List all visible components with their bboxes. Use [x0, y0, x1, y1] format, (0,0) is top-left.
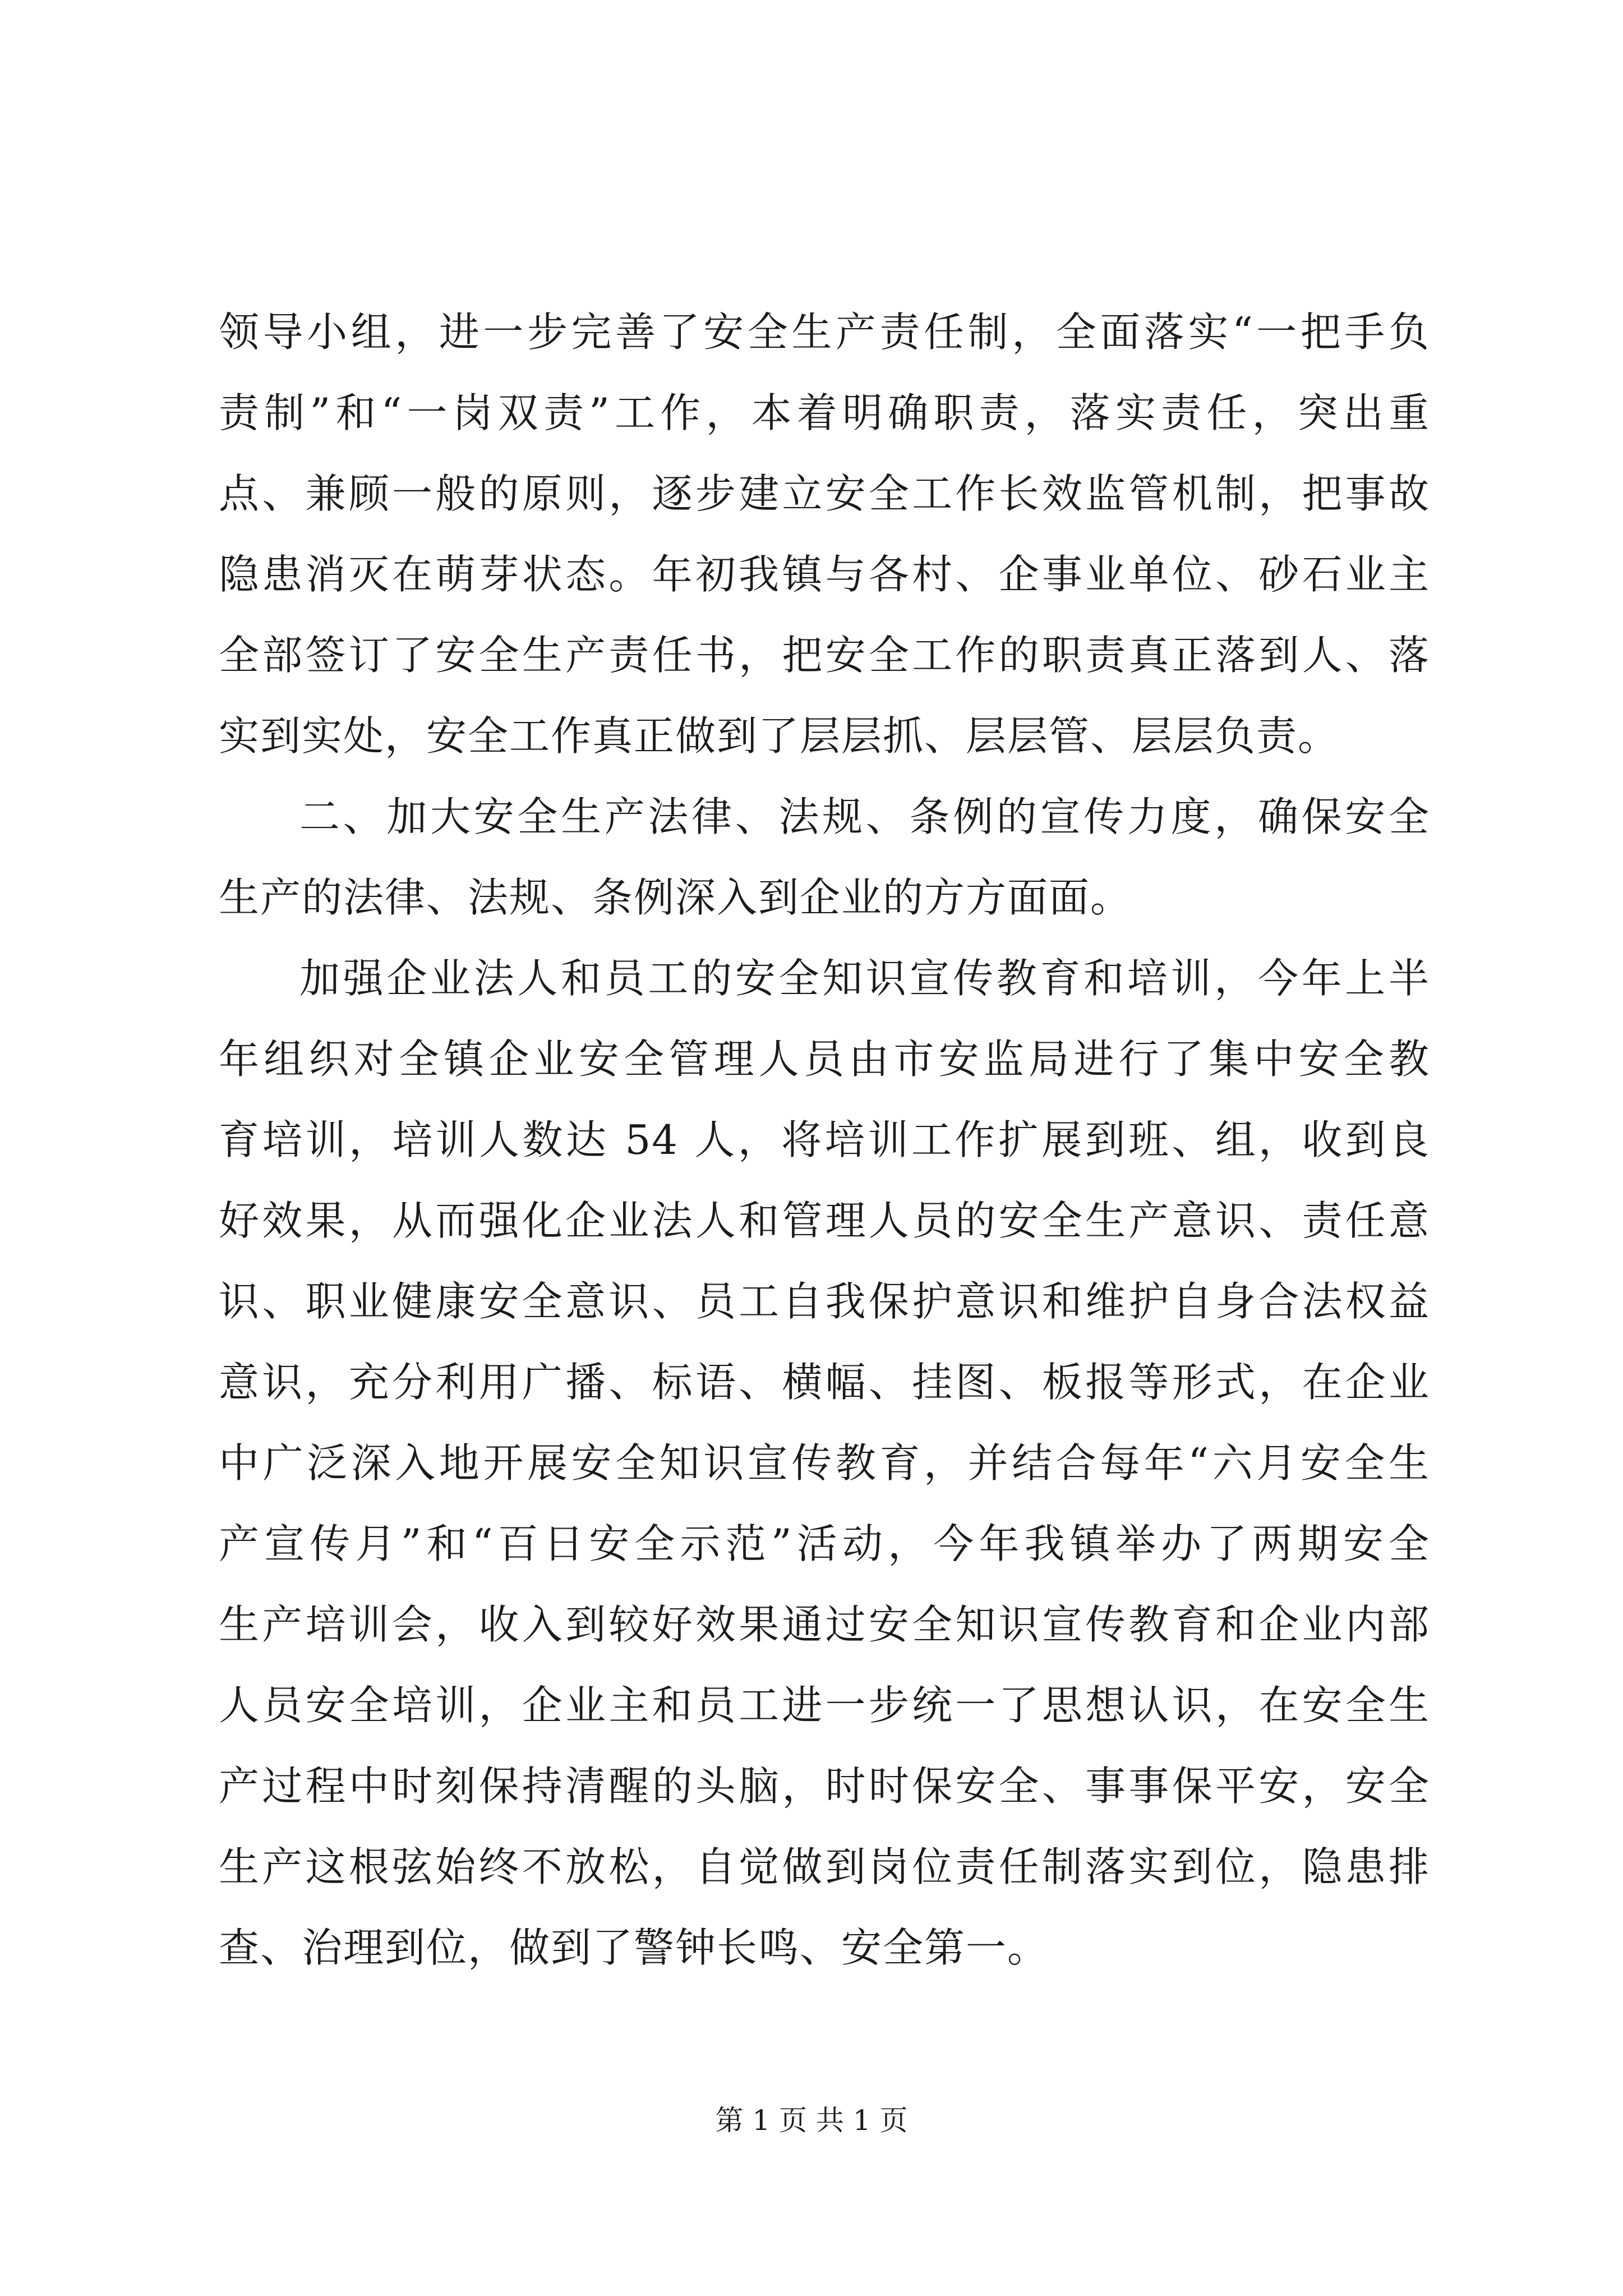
text-line: 领导小组，进一步完善了安全生产责任制，全面落实“一把手负 [219, 309, 1430, 356]
text-line: 育培训，培训人数达 54 人，将培训工作扩展到班、组，收到良 [219, 1116, 1430, 1163]
document-body [219, 292, 1430, 1988]
text-line: 责制”和“一岗双责”工作，本着明确职责，落实责任，突出重 [219, 389, 1430, 436]
page-footer: 第 1 页 共 1 页 [715, 2104, 908, 2137]
text-line: 年组织对全镇企业安全管理人员由市安监局进行了集中安全教 [219, 1036, 1430, 1083]
text-line: 好效果，从而强化企业法人和管理人员的安全生产意识、责任意 [219, 1197, 1430, 1244]
section-heading-line: 二、加大安全生产法律、法规、条例的宣传力度，确保安全 [299, 793, 1430, 840]
text-line: 中广泛深入地开展安全知识宣传教育，并结合每年“六月安全生 [219, 1439, 1430, 1487]
text-line: 产宣传月”和“百日安全示范”活动，今年我镇举办了两期安全 [219, 1520, 1430, 1567]
section-heading-line: 生产的法律、法规、条例深入到企业的方方面面。 [219, 874, 1132, 921]
text-line: 生产培训会，收入到较好效果通过安全知识宣传教育和企业内部 [219, 1601, 1430, 1648]
text-line: 实到实处，安全工作真正做到了层层抓、层层管、层层负责。 [219, 712, 1340, 760]
text-line: 意识，充分利用广播、标语、横幅、挂图、板报等形式，在企业 [219, 1359, 1430, 1406]
text-line: 查、治理到位，做到了警钟长鸣、安全第一。 [219, 1924, 1049, 1971]
text-line: 隐患消灭在萌芽状态。年初我镇与各村、企事业单位、砂石业主 [219, 551, 1430, 598]
text-line: 点、兼顾一般的原则，逐步建立安全工作长效监管机制，把事故 [219, 470, 1430, 517]
text-line: 人员安全培训，企业主和员工进一步统一了思想认识，在安全生 [219, 1682, 1430, 1729]
text-line: 全部签订了安全生产责任书，把安全工作的职责真正落到人、落 [219, 632, 1430, 679]
text-line: 生产这根弦始终不放松，自觉做到岗位责任制落实到位，隐患排 [219, 1843, 1430, 1890]
text-line: 产过程中时刻保持清醒的头脑，时时保安全、事事保平安，安全 [219, 1763, 1430, 1810]
text-line: 识、职业健康安全意识、员工自我保护意识和维护自身合法权益 [219, 1278, 1430, 1325]
text-line: 加强企业法人和员工的安全知识宣传教育和培训，今年上半 [299, 955, 1430, 1002]
